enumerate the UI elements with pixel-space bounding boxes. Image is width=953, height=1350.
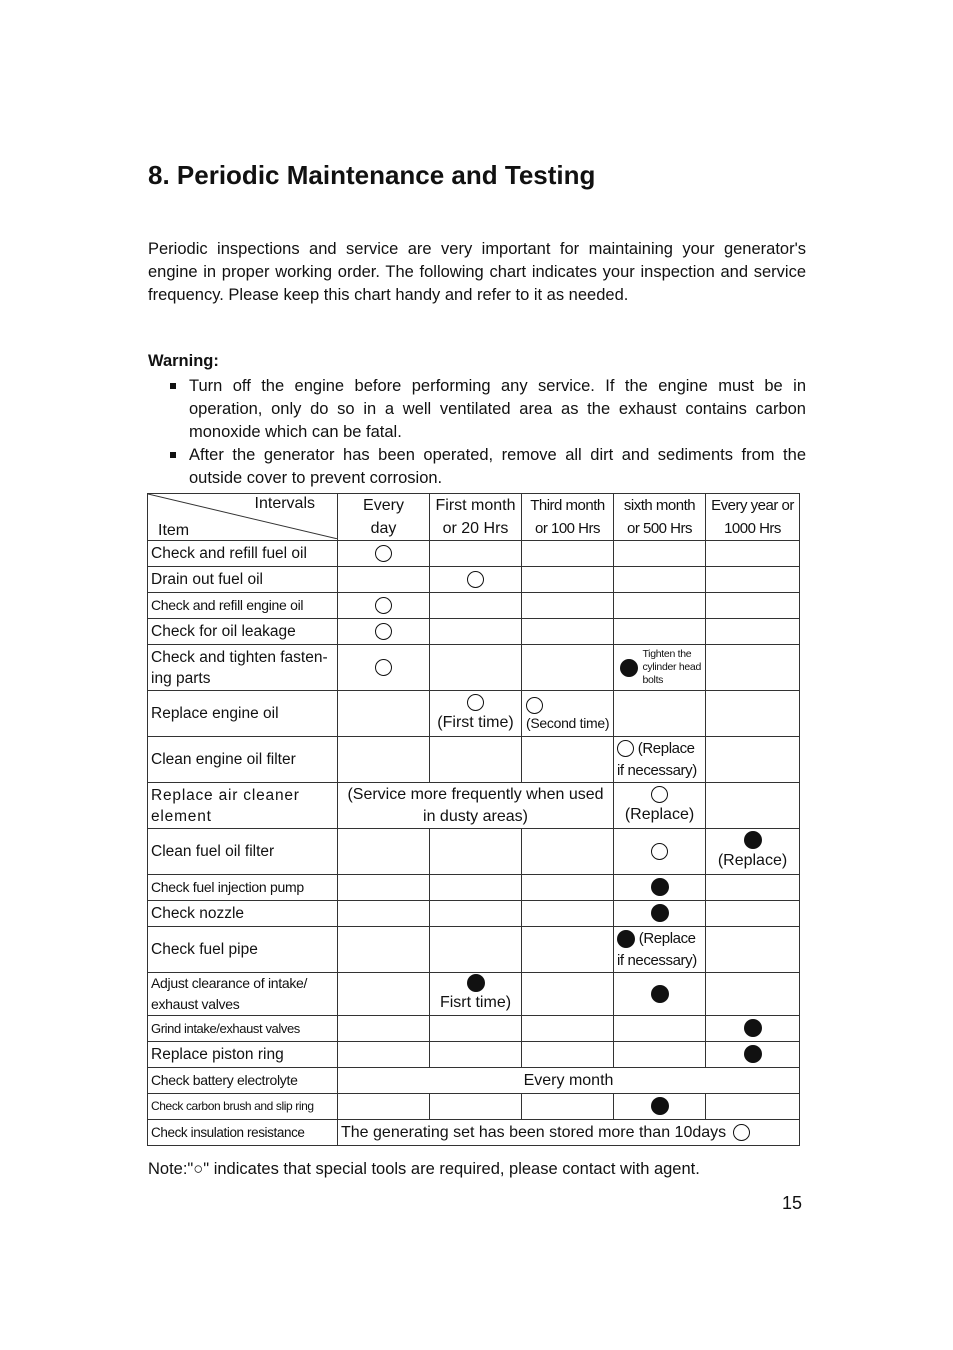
header-third-month: Third month or 100 Hrs xyxy=(522,494,614,541)
row-item: Grind intake/exhaust valves xyxy=(148,1016,338,1042)
filled-circle-icon xyxy=(651,1097,669,1115)
filled-circle-icon xyxy=(651,878,669,896)
cell-note: The generating set has been stored more than 10days xyxy=(341,1123,727,1141)
row-item: Check and refill engine oil xyxy=(148,593,338,619)
cell-note: (Replace) xyxy=(624,805,695,823)
open-circle-icon xyxy=(375,623,392,640)
open-circle-icon xyxy=(467,571,484,588)
filled-circle-icon xyxy=(620,659,638,677)
square-bullet-icon xyxy=(170,383,176,389)
warning-item: Turn off the engine before performing any service. If the engine must be in operation, only do so in a well ventilated area as the exhaust contains carbon monoxide which can be fatal. xyxy=(148,375,806,444)
header-sixth-month: sixth month or 500 Hrs xyxy=(614,494,706,541)
page-title: 8. Periodic Maintenance and Testing xyxy=(148,160,596,190)
filled-circle-icon xyxy=(744,1045,762,1063)
table-row xyxy=(148,1094,800,1120)
footnote: Note:"○" indicates that special tools are required, please contact with agent. xyxy=(148,1160,700,1178)
row-item: Clean fuel oil filter xyxy=(148,829,338,875)
row-item: Replace piston ring xyxy=(148,1042,338,1068)
header-every-year: Every year or 1000 Hrs xyxy=(706,494,800,541)
row-item: Drain out fuel oil xyxy=(148,567,338,593)
table-row xyxy=(148,829,800,875)
table-row xyxy=(148,875,800,901)
square-bullet-icon xyxy=(170,452,176,458)
cell-note: Tighten the cylinder head bolts xyxy=(642,648,702,686)
table-row xyxy=(148,619,800,645)
table-row xyxy=(148,691,800,737)
filled-circle-icon xyxy=(467,974,485,992)
row-item: Replace air cleaner element xyxy=(148,783,338,829)
header-every-day: Every day xyxy=(338,494,430,541)
table-row xyxy=(148,1016,800,1042)
warning-list xyxy=(148,375,806,490)
header-first-month: First month or 20 Hrs xyxy=(430,494,522,541)
open-circle-icon xyxy=(651,843,668,860)
row-item: Check and refill fuel oil xyxy=(148,541,338,567)
row-item: Check for oil leakage xyxy=(148,619,338,645)
open-circle-icon xyxy=(651,786,668,803)
header-intervals: Intervals xyxy=(254,495,315,512)
row-item: Replace engine oil xyxy=(148,691,338,737)
table-row xyxy=(148,901,800,927)
open-circle-icon xyxy=(375,659,392,676)
row-item: Adjust clearance of intake/ exhaust valves xyxy=(148,973,338,1016)
table-row xyxy=(148,737,800,783)
filled-circle-icon xyxy=(651,904,669,922)
open-circle-icon xyxy=(375,545,392,562)
table-row xyxy=(148,927,800,973)
cell-note: (Service more frequently when used in dusty areas) xyxy=(347,785,604,825)
table-row xyxy=(148,1120,800,1146)
row-item: Check and tighten fasten-ing parts xyxy=(148,645,338,691)
filled-circle-icon xyxy=(744,831,762,849)
open-circle-icon xyxy=(375,597,392,614)
cell-note: Every month xyxy=(523,1071,614,1089)
page-number: 15 xyxy=(782,1193,803,1213)
row-item: Check battery electrolyte xyxy=(148,1068,338,1094)
filled-circle-icon xyxy=(651,985,669,1003)
warning-item: After the generator has been operated, remove all dirt and sediments from the outside cover to prevent corrosion. xyxy=(148,444,806,490)
table-row xyxy=(148,541,800,567)
header-item: Item xyxy=(158,522,190,539)
row-item: Check fuel pipe xyxy=(148,927,338,973)
open-circle-icon xyxy=(733,1124,750,1141)
cell-note: Fisrt time) xyxy=(439,994,512,1012)
cell-note: (First time) xyxy=(437,713,514,731)
cell-note: (Replace if necessary) xyxy=(617,929,697,969)
intro-paragraph: Periodic inspections and service are very important for maintaining your generator's engine in proper working order. The following chart indicates your inspection and service frequency. Please keep this chart handy and refer to it as needed. xyxy=(148,240,806,304)
cell-note: (Second time) xyxy=(526,714,610,731)
row-item: Check fuel injection pump xyxy=(148,875,338,901)
table-row xyxy=(148,593,800,619)
filled-circle-icon xyxy=(617,930,635,948)
row-item: Clean engine oil filter xyxy=(148,737,338,783)
filled-circle-icon xyxy=(744,1019,762,1037)
open-circle-icon xyxy=(526,697,543,714)
table-header-row xyxy=(148,494,800,541)
maintenance-schedule-table xyxy=(147,493,800,1146)
cell-note: (Replace) xyxy=(717,851,788,869)
table-row xyxy=(148,1042,800,1068)
table-row xyxy=(148,1068,800,1094)
row-item: Check insulation resistance xyxy=(148,1120,338,1146)
row-item: Check carbon brush and slip ring xyxy=(148,1094,338,1120)
warning-title: Warning: xyxy=(148,352,219,370)
header-intervals-item xyxy=(148,494,338,541)
open-circle-icon xyxy=(617,740,634,757)
table-row xyxy=(148,567,800,593)
table-row xyxy=(148,645,800,691)
table-row xyxy=(148,783,800,829)
open-circle-icon xyxy=(467,694,484,711)
cell-note: (Replace if necessary) xyxy=(617,739,697,779)
table-row xyxy=(148,973,800,1016)
row-item: Check nozzle xyxy=(148,901,338,927)
